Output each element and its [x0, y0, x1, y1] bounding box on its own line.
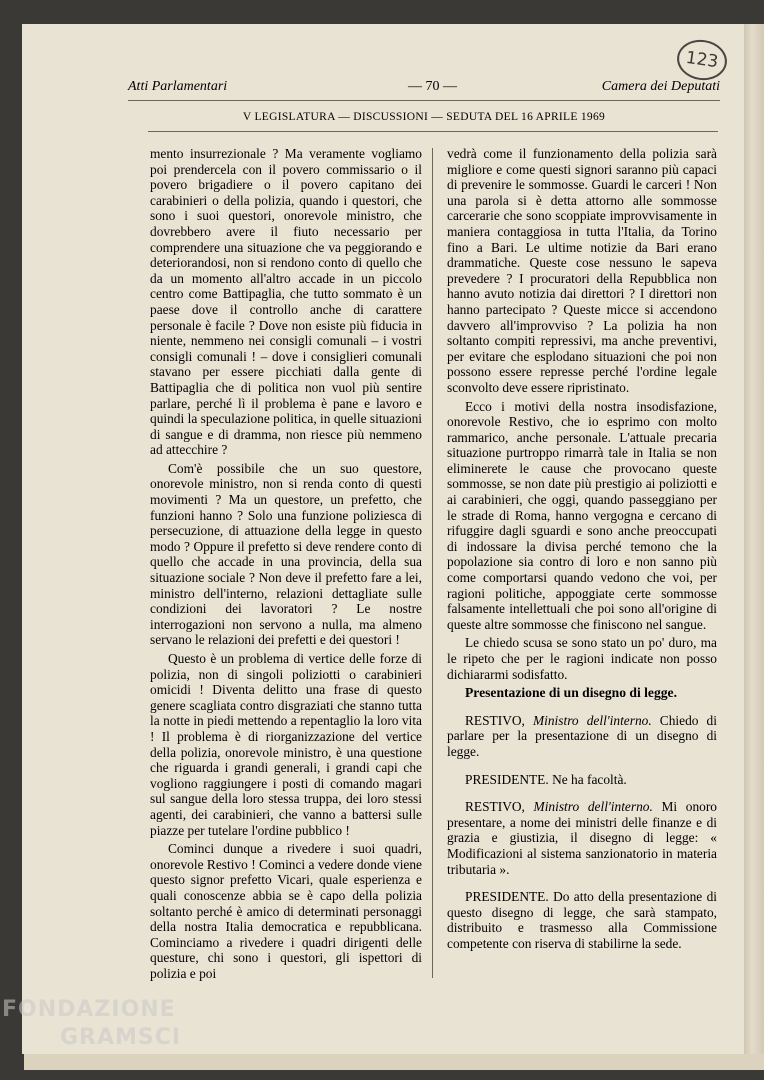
section-title: Presentazione di un disegno di legge. [465, 685, 677, 701]
paragraph: Cominci dunque a rivedere i suoi quadri, onorevole Restivo ! Cominci a vedere donde viene questo signor prefetto Vicari, quale esperienza e quali conoscenze abbia se è capo della polizia soltanto perché è amico di determinati personaggi della nostra Italia democratica e repubblicana. Cominciamo a rivedere i quadri dirigenti delle questure, chi sono i questori, gli ispettori di polizia e poi [150, 841, 422, 981]
speech-restivo-2 [447, 799, 717, 877]
fondazione-gramsci-watermark [2, 996, 181, 1052]
right-column [447, 146, 717, 952]
speech-text: Ne ha facoltà. [552, 771, 627, 787]
header-rule [128, 100, 720, 101]
speaker-name: PRESIDENTE. [465, 889, 549, 905]
speech-presidente-2 [447, 889, 717, 951]
speaker-name: RESTIVO, [465, 799, 525, 815]
paragraph: Ecco i motivi della nostra insodisfazione, onorevole Restivo, che io esprimo con molto rammarico, anche personale. L'attuale precaria situazione purtroppo rimarrà tale in Italia se non eliminerete le cause che provocano queste sommosse, se non date più prestigio ai poliziotti e ai carabinieri, che oggi, quando passeggiano per le strade di Roma, hanno vergogna e cercano di rifuggire dagli sguardi e sono anche preoccupati di indossare la divisa perché temono che la popolazione sia contro di loro e non sanno più come comportarsi quando vedono che voi, per ragioni politiche, appoggiate certe sommosse falsamente intellettuali che poi sono all'origine di queste altre sommosse che finiscono nel sangue. [447, 398, 717, 632]
paragraph: Com'è possibile che un suo questore, onorevole ministro, non si renda conto di questi movimenti ? Ma un questore, un prefetto, che funzioni hanno ? Solo una funzione poliziesca di persecuzione, di attuazione della legge in questo modo ? Oppure il prefetto si deve rendere conto di quello che accade in una provincia, della sua situazione sociale ? Non deve il prefetto fare a lei, ministro dell'interno, relazioni dettagliate sulle condizioni dei lavoratori ? Le nostre interrogazioni non servono a nulla, ma almeno servano le relazioni dei prefetti e dei questori ! [150, 460, 422, 648]
speaker-role: Ministro dell'interno. [532, 712, 652, 728]
watermark-line2: GRAMSCI [60, 1025, 182, 1050]
speaker-role: Ministro dell'interno. [533, 799, 653, 815]
speaker-name: RESTIVO, [465, 712, 525, 728]
paragraph: mento insurrezionale ? Ma veramente vogliamo poi prendercela con il povero commissario o il povero brigadiere o il povero capitano dei carabinieri o della polizia, quando i questori, che sono i suoi questori, onorevole ministro, che dovrebbero avere il fiuto necessario per comprendere una situazione che va peggiorando e deteriorandosi, non si rendono conto di quello che da un momento all'altro accade in un piccolo centro come Battipaglia, che tutto sommato è un paese dove il controllo anche di carattere personale è facile ? Dove non esiste più fiducia in niente, nemmeno nei consigli comunali – i vostri consigli comunali ! – dove i consiglieri comunali stavano per essere picchiati dalla gente di Battipaglia che di politica non vuol più sentire parlare, perché lì il problema è pane e lavoro e quindi la speculazione politica, in quelle situazioni di sangue e di dramma, non riesce più nemmeno ad attecchire ? [150, 146, 422, 458]
paragraph: Le chiedo scusa se sono stato un po' duro, ma le ripeto che per le ragioni indicate non posso dichiararmi sodisfatto. [447, 635, 717, 682]
subheader-rule [148, 131, 718, 132]
page-number-stamp: 123 [674, 37, 729, 84]
left-column [150, 146, 422, 981]
watermark-line1: FONDAZIONE [2, 997, 176, 1022]
page-edge [744, 24, 764, 1054]
session-subheader: V LEGISLATURA — DISCUSSIONI — SEDUTA DEL 16 APRILE 1969 [242, 111, 606, 123]
speech-text: Do atto della presentazione di questo disegno di legge, che sarà stampato, distribuito e trasmesso alla Commissione competente con riserva di stabilirne la sede. [447, 889, 717, 951]
paragraph: Questo è un problema di vertice delle forze di polizia, non di singoli poliziotti o carabinieri omicidi ! Diventa delitto una frase di questo genere scagliata contro disgraziati che stanno tutta la notte in piedi mettendo a repentaglio la loro vita ! Il problema è di riorganizzazione del vertice della polizia, onorevole ministro, è una questione che riguarda i grandi generali, i grandi capi che vogliono raggiungere i posti di comando magari sul sangue della loro stessa truppa, dei loro stessi agenti, dei carabinieri, che vanno a battersi sulle piazze per tutelare l'ordine pubblico ! [150, 651, 422, 838]
page-header [128, 79, 720, 99]
column-divider [432, 148, 433, 978]
page-number: — 70 — [408, 79, 457, 94]
speech-text: Mi onoro presentare, a nome dei ministri delle finanze e di grazia e giustizia, il disegno di legge: « Modificazioni al sistema sanzionatorio in materia tributaria ». [447, 799, 717, 877]
header-left: Atti Parlamentari [128, 79, 228, 94]
speech-presidente-1 [447, 772, 717, 788]
header-right: Camera dei Deputati [601, 79, 720, 94]
speaker-name: PRESIDENTE. [465, 771, 549, 787]
paragraph: vedrà come il funzionamento della polizia sarà migliore e come questi signori saranno più capaci di prevenire le sommosse. Guardi le carceri ! Non una parola si è detta attorno alle sommosse carcerarie che sono scoppiate improvvisamente in maniera contaggiosa in tutta l'Italia, da Torino fino a Bari. Le ultime notizie da Bari erano drammatiche. Queste cose nessuno le sapeva prevedere ? I procuratori della Repubblica non hanno avuto notizia dai direttori ? I direttori non hanno partecipato ? Queste micce si accendono davvero all'improvviso ? La polizia ha non soltanto compiti repressivi, ma anche preventivi, per evitare che esplodano situazioni che poi non possono essere represse perché l'ordine legale sconvolto deve essere ripristinato. [447, 146, 717, 395]
speech-text: Chiedo di parlare per la presentazione di un disegno di legge. [447, 712, 717, 759]
speech-restivo-1 [447, 713, 717, 760]
